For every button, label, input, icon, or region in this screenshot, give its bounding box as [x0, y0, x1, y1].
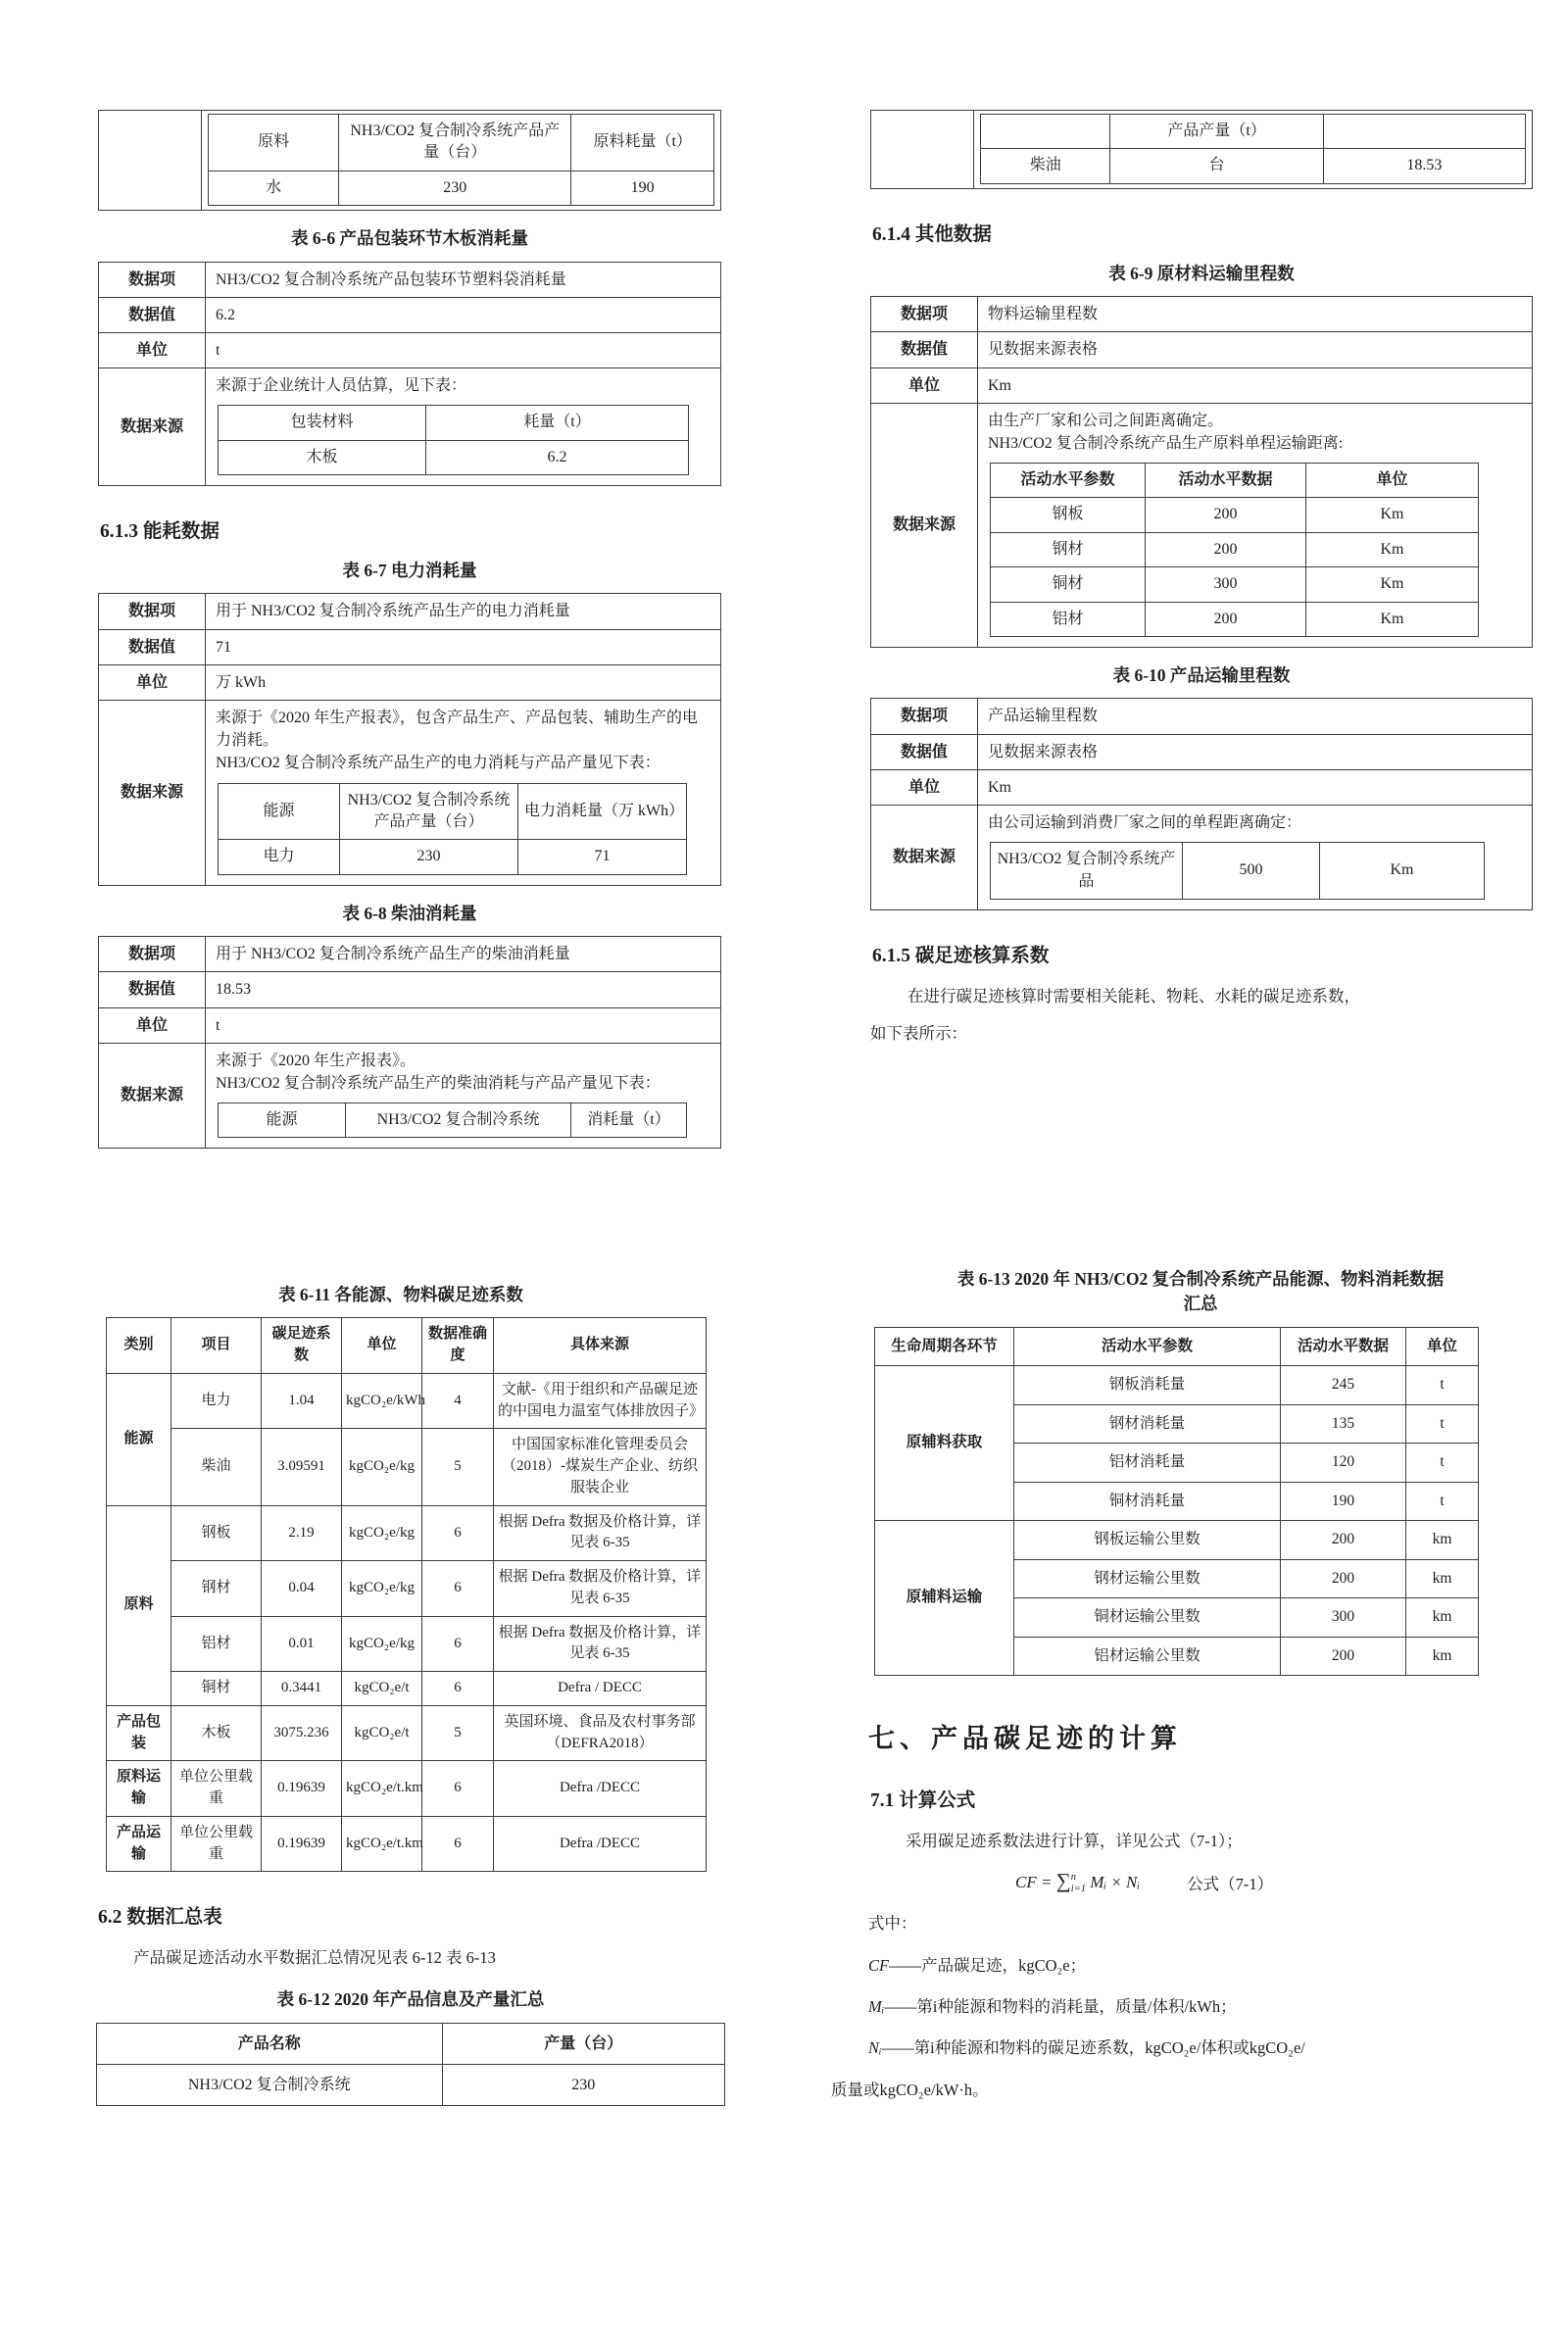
- material-distance-table: [990, 463, 1479, 637]
- table-cell: kgCO₂e/t.km: [342, 1761, 422, 1817]
- header-cell: 产品产量（t）: [1110, 115, 1323, 149]
- table-cell: 单位公里载重: [172, 1761, 262, 1817]
- table-cell: 5: [422, 1429, 494, 1505]
- header-cell: 活动水平数据: [1146, 464, 1306, 498]
- table-cell: 190: [1281, 1482, 1406, 1520]
- table-cell: 柴油: [981, 149, 1110, 183]
- table-cell: 物料运输里程数: [978, 297, 1533, 332]
- table-cell: 柴油: [172, 1429, 262, 1505]
- table-cell: NH3/CO2 复合制冷系统产品: [991, 843, 1183, 900]
- table-cell: kgCO₂e/t: [342, 1705, 422, 1761]
- source-note: 来源于《2020 年生产报表》，包含产品生产、产品包装、辅助生产的电力消耗。: [216, 710, 699, 750]
- table-cell: kgCO₂e/kg: [342, 1429, 422, 1505]
- table-6-7-caption: 表 6-7 电力消耗量: [342, 561, 477, 581]
- table-cell: 根据 Defra 数据及价格计算，详见表 6-35: [494, 1561, 707, 1617]
- table-cell: 6: [422, 1816, 494, 1872]
- table-cell: NH3/CO2 复合制冷系统产品包装环节塑料袋消耗量: [206, 262, 721, 297]
- electricity-consumption-table: [218, 783, 687, 875]
- table-6-10-caption: 表 6-10 产品运输里程数: [1112, 665, 1291, 686]
- table-cell: 0.19639: [262, 1816, 342, 1872]
- table-cell: 230: [442, 2064, 724, 2105]
- definition-term: Mᵢ: [868, 1996, 885, 2016]
- table-cell: 木板: [172, 1705, 262, 1761]
- table-cell: 铝材: [172, 1616, 262, 1672]
- table-cell: 根据 Defra 数据及价格计算，详见表 6-35: [494, 1616, 707, 1672]
- table-cell: km: [1406, 1559, 1479, 1597]
- table-cell: 4: [422, 1373, 494, 1429]
- table-cell: 6.2: [426, 440, 689, 474]
- definition-text: ——产品碳足迹，kgCO₂e；: [889, 1955, 1087, 1975]
- table-6-10: [870, 698, 1533, 910]
- table-cell: km: [1406, 1598, 1479, 1637]
- table-6-8: [98, 936, 721, 1149]
- section-6-2: 6.2 数据汇总表: [98, 1907, 222, 1929]
- label-cell: 数据值: [871, 734, 978, 769]
- paragraph: 如下表所示：: [870, 1024, 967, 1043]
- label-cell: 单位: [99, 332, 206, 368]
- label-cell: 单位: [99, 664, 206, 700]
- table-cell: t: [1406, 1404, 1479, 1443]
- diesel-consumption-table: [218, 1102, 687, 1138]
- table-cell: Defra / DECC: [494, 1672, 707, 1706]
- table-cell: kgCO₂e/t.km: [342, 1816, 422, 1872]
- definition-text: ——第i种能源和物料的碳足迹系数，kgCO₂e/体积或kgCO₂e/: [881, 2038, 1305, 2058]
- table-cell: 200: [1281, 1637, 1406, 1675]
- header-cell: 能源: [219, 1103, 346, 1138]
- sigma-upper-limit: n: [1070, 1872, 1076, 1884]
- packaging-material-table: [218, 405, 689, 475]
- table-cell: 135: [1281, 1404, 1406, 1443]
- formula-cf: CF: [1015, 1873, 1037, 1892]
- table-cell: 200: [1281, 1559, 1406, 1597]
- table-cell: 根据 Defra 数据及价格计算，详见表 6-35: [494, 1505, 707, 1561]
- label-cell: 数据项: [99, 262, 206, 297]
- header-cell: 原料耗量（t）: [571, 115, 714, 172]
- label-cell: 数据值: [99, 972, 206, 1007]
- group-cell: 能源: [107, 1373, 172, 1505]
- table-cell: 铜材消耗量: [1014, 1482, 1281, 1520]
- section-7-1: 7.1 计算公式: [870, 1789, 976, 1811]
- page-bottom-right: [831, 1267, 1533, 2119]
- table-cell: 电力: [172, 1373, 262, 1429]
- paragraph: 产品碳足迹活动水平数据汇总情况见表 6-12 表 6-13: [133, 1948, 496, 1968]
- source-note: NH3/CO2 复合制冷系统产品生产原料单程运输距离:: [988, 434, 1344, 452]
- label-cell: 数据值: [99, 297, 206, 332]
- table-cell: 230: [339, 171, 571, 205]
- table-6-11-caption: 表 6-11 各能源、物料碳足迹系数: [278, 1285, 523, 1304]
- product-distance-table: [990, 842, 1485, 900]
- table-cell: Km: [1306, 567, 1479, 602]
- table-cell: [206, 701, 721, 886]
- page-bottom-left: [96, 1267, 725, 2106]
- page-top-right: [870, 110, 1533, 1057]
- section-6-1-3: 6.1.3 能耗数据: [100, 521, 220, 543]
- source-note: NH3/CO2 复合制冷系统产品生产的电力消耗与产品产量见下表：: [216, 755, 661, 772]
- table-cell: [871, 111, 974, 188]
- table-cell: [978, 805, 1533, 909]
- diesel-output-table: [980, 114, 1526, 184]
- paragraph: 采用碳足迹系数法进行计算，详见公式（7-1）；: [906, 1831, 1243, 1850]
- table-cell: 0.01: [262, 1616, 342, 1672]
- section-7-heading: 七、产品碳足迹的计算: [868, 1723, 1182, 1753]
- header-cell: 活动水平参数: [1014, 1327, 1281, 1365]
- table-cell: Km: [1320, 843, 1485, 900]
- header-cell: 生命周期各环节: [875, 1327, 1014, 1365]
- table-6-7: [98, 593, 721, 885]
- table-cell: Km: [1306, 602, 1479, 636]
- table-cell: 电力: [219, 840, 340, 874]
- table-cell: 200: [1146, 602, 1306, 636]
- table-cell: 中国国家标准化管理委员会（2018）-煤炭生产企业、纺织服装企业: [494, 1429, 707, 1505]
- group-cell: 原料运输: [107, 1761, 172, 1817]
- header-cell: 单位: [342, 1318, 422, 1374]
- table-cell: km: [1406, 1637, 1479, 1675]
- definition-intro: 式中：: [868, 1914, 917, 1934]
- header-cell: 消耗量（t）: [571, 1103, 687, 1138]
- table-cell: 台: [1110, 149, 1323, 183]
- table-cell: 18.53: [206, 972, 721, 1007]
- header-cell: 数据准确度: [422, 1318, 494, 1374]
- definition-line: [868, 1994, 1533, 2020]
- table-cell: NH3/CO2 复合制冷系统: [97, 2064, 443, 2105]
- table-cell: 200: [1146, 532, 1306, 566]
- table-cell: kgCO₂e/t: [342, 1672, 422, 1706]
- table-cell: 500: [1183, 843, 1320, 900]
- table-cell: t: [206, 332, 721, 368]
- table-cell: 用于 NH3/CO2 复合制冷系统产品生产的电力消耗量: [206, 594, 721, 629]
- table-cell: 6: [422, 1616, 494, 1672]
- group-cell: 产品包装: [107, 1705, 172, 1761]
- table-cell: 0.3441: [262, 1672, 342, 1706]
- table-cell: 200: [1281, 1521, 1406, 1559]
- raw-material-water-table: [208, 114, 714, 206]
- definition-wrap-line: 质量或kgCO₂e/kW·h。: [831, 2080, 989, 2099]
- header-cell: 碳足迹系数: [262, 1318, 342, 1374]
- table-cell: Km: [1306, 498, 1479, 532]
- table-cell: 钢材运输公里数: [1014, 1559, 1281, 1597]
- table-cell: 18.53: [1323, 149, 1525, 183]
- label-cell: 数据项: [871, 699, 978, 734]
- table-cell: 单位公里载重: [172, 1816, 262, 1872]
- table-cell: 铜材: [991, 567, 1146, 602]
- label-cell: 数据来源: [99, 1043, 206, 1149]
- source-note: 由公司运输到消费厂家之间的单程距离确定：: [988, 813, 1302, 831]
- source-note: NH3/CO2 复合制冷系统产品生产的柴油消耗与产品产量见下表：: [216, 1074, 661, 1092]
- label-cell: 数据项: [99, 937, 206, 972]
- header-cell: 具体来源: [494, 1318, 707, 1374]
- table-cell: 钢材: [991, 532, 1146, 566]
- table-6-5-continuation: [98, 110, 721, 211]
- table-cell: [99, 111, 202, 210]
- header-cell: 单位: [1406, 1327, 1479, 1365]
- header-cell: NH3/CO2 复合制冷系统: [346, 1103, 571, 1138]
- table-cell: 2.19: [262, 1505, 342, 1561]
- label-cell: 单位: [871, 769, 978, 805]
- table-cell: 190: [571, 171, 714, 205]
- table-cell: kgCO₂e/kg: [342, 1616, 422, 1672]
- source-note: 来源于《2020 年生产报表》。: [216, 1052, 416, 1069]
- table-cell: 钢材消耗量: [1014, 1404, 1281, 1443]
- table-cell: 6: [422, 1505, 494, 1561]
- table-6-8-continuation: [870, 110, 1533, 189]
- table-cell: kgCO₂e/kWh: [342, 1373, 422, 1429]
- table-cell: 英国环境、食品及农村事务部（DEFRA2018）: [494, 1705, 707, 1761]
- table-cell: 钢材: [172, 1561, 262, 1617]
- header-cell: 产量（台）: [442, 2023, 724, 2064]
- table-cell: 5: [422, 1705, 494, 1761]
- table-cell: Km: [1306, 532, 1479, 566]
- header-cell: 活动水平数据: [1281, 1327, 1406, 1365]
- table-6-13: [874, 1327, 1479, 1676]
- header-cell: 项目: [172, 1318, 262, 1374]
- table-cell: 产品运输里程数: [978, 699, 1533, 734]
- table-cell: [202, 111, 720, 210]
- group-cell: 原辅料运输: [875, 1521, 1014, 1676]
- table-cell: 铝材消耗量: [1014, 1444, 1281, 1482]
- table-cell: 铝材运输公里数: [1014, 1637, 1281, 1675]
- caption-line: 表 6-13 2020 年 NH3/CO2 复合制冷系统产品能源、物料消耗数据: [956, 1269, 1445, 1289]
- table-cell: [206, 368, 721, 486]
- caption-line: 汇总: [1183, 1294, 1218, 1314]
- formula-expression: [1015, 1869, 1140, 1895]
- header-cell: 单位: [1306, 464, 1479, 498]
- table-cell: 见数据来源表格: [978, 332, 1533, 368]
- label-cell: 数据来源: [871, 403, 978, 647]
- table-cell: 钢板: [991, 498, 1146, 532]
- paragraph: 在进行碳足迹核算时需要相关能耗、物耗、水耗的碳足迹系数，: [907, 986, 1360, 1005]
- table-cell: Defra /DECC: [494, 1761, 707, 1817]
- table-6-9-caption: 表 6-9 原材料运输里程数: [1108, 263, 1295, 283]
- table-cell: 6: [422, 1672, 494, 1706]
- table-cell: 71: [518, 840, 687, 874]
- header-cell: 耗量（t）: [426, 406, 689, 440]
- table-cell: 铝材: [991, 602, 1146, 636]
- page-top-left: [98, 110, 721, 1149]
- formula-7-1: [1015, 1869, 1533, 1895]
- table-cell: t: [1406, 1482, 1479, 1520]
- header-cell: 能源: [219, 783, 340, 840]
- table-cell: 钢板消耗量: [1014, 1366, 1281, 1404]
- formula-equals: =: [1040, 1873, 1053, 1892]
- table-cell: t: [1406, 1444, 1479, 1482]
- table-cell: Km: [978, 769, 1533, 805]
- group-cell: 产品运输: [107, 1816, 172, 1872]
- label-cell: 数据来源: [99, 701, 206, 886]
- sigma-lower-limit: i=1: [1070, 1884, 1086, 1895]
- header-cell: 电力消耗量（万 kWh）: [518, 783, 687, 840]
- header-cell: 活动水平参数: [991, 464, 1146, 498]
- table-cell: Km: [978, 368, 1533, 403]
- table-6-12-caption: 表 6-12 2020 年产品信息及产量汇总: [276, 1989, 545, 2010]
- table-cell: 0.19639: [262, 1761, 342, 1817]
- table-cell: 0.04: [262, 1561, 342, 1617]
- header-cell: 包装材料: [219, 406, 426, 440]
- table-cell: [206, 1043, 721, 1149]
- sigma-symbol: ∑: [1055, 1869, 1071, 1893]
- formula-definitions: [831, 1911, 1533, 2103]
- header-cell: 原料: [209, 115, 339, 172]
- header-cell: 产品名称: [97, 2023, 443, 2064]
- table-cell: 3075.236: [262, 1705, 342, 1761]
- label-cell: 数据项: [871, 297, 978, 332]
- table-cell: [1323, 115, 1525, 149]
- table-cell: 6.2: [206, 297, 721, 332]
- table-6-6: [98, 262, 721, 487]
- table-cell: t: [206, 1007, 721, 1043]
- table-cell: 铜材运输公里数: [1014, 1598, 1281, 1637]
- table-cell: kgCO₂e/kg: [342, 1561, 422, 1617]
- table-cell: 300: [1281, 1598, 1406, 1637]
- table-cell: 3.09591: [262, 1429, 342, 1505]
- formula-terms: Mᵢ × Nᵢ: [1090, 1873, 1141, 1892]
- definition-text: ——第i种能源和物料的消耗量，质量/体积/kWh；: [884, 1996, 1237, 2016]
- table-cell: 铜材: [172, 1672, 262, 1706]
- table-cell: kgCO₂e/kg: [342, 1505, 422, 1561]
- label-cell: 数据值: [871, 332, 978, 368]
- table-cell: 文献-《用于组织和产品碳足迹的中国电力温室气体排放因子》: [494, 1373, 707, 1429]
- header-cell: NH3/CO2 复合制冷系统产品产量（台）: [339, 115, 571, 172]
- definition-line: [868, 1953, 1533, 1979]
- table-cell: 300: [1146, 567, 1306, 602]
- label-cell: 单位: [871, 368, 978, 403]
- table-6-13-caption: [868, 1267, 1533, 1317]
- label-cell: 数据来源: [99, 368, 206, 486]
- table-cell: 木板: [219, 440, 426, 474]
- table-cell: 6: [422, 1561, 494, 1617]
- table-cell: t: [1406, 1366, 1479, 1404]
- table-cell: [974, 111, 1532, 188]
- source-note: 由生产厂家和公司之间距离确定。: [988, 412, 1224, 429]
- definition-term: Nᵢ: [868, 2038, 882, 2058]
- label-cell: 数据来源: [871, 805, 978, 909]
- table-cell: 1.04: [262, 1373, 342, 1429]
- table-6-12: [96, 2023, 725, 2106]
- table-cell: 120: [1281, 1444, 1406, 1482]
- table-cell: 用于 NH3/CO2 复合制冷系统产品生产的柴油消耗量: [206, 937, 721, 972]
- table-cell: 71: [206, 629, 721, 664]
- table-cell: Defra /DECC: [494, 1816, 707, 1872]
- table-cell: 230: [340, 840, 518, 874]
- table-cell: 钢板: [172, 1505, 262, 1561]
- table-cell: [981, 115, 1110, 149]
- source-note: 来源于企业统计人员估算，见下表：: [216, 377, 467, 395]
- definition-term: CF: [868, 1955, 890, 1975]
- group-cell: 原辅料获取: [875, 1366, 1014, 1521]
- table-cell: 水: [209, 171, 339, 205]
- table-cell: [978, 403, 1533, 647]
- table-6-6-caption: 表 6-6 产品包装环节木板消耗量: [290, 228, 529, 249]
- header-cell: NH3/CO2 复合制冷系统产品产量（台）: [340, 783, 518, 840]
- header-cell: 类别: [107, 1318, 172, 1374]
- table-cell: 钢板运输公里数: [1014, 1521, 1281, 1559]
- table-cell: km: [1406, 1521, 1479, 1559]
- formula-number: 公式（7-1）: [1187, 1874, 1274, 1893]
- table-6-11: [106, 1317, 707, 1872]
- label-cell: 单位: [99, 1007, 206, 1043]
- table-cell: 245: [1281, 1366, 1406, 1404]
- definition-line: [868, 2035, 1533, 2061]
- table-6-8-caption: 表 6-8 柴油消耗量: [342, 903, 477, 923]
- label-cell: 数据值: [99, 629, 206, 664]
- table-cell: 6: [422, 1761, 494, 1817]
- section-6-1-4: 6.1.4 其他数据: [872, 223, 992, 245]
- label-cell: 数据项: [99, 594, 206, 629]
- table-6-9: [870, 296, 1533, 648]
- section-6-1-5: 6.1.5 碳足迹核算系数: [872, 945, 1050, 966]
- table-cell: 万 kWh: [206, 664, 721, 700]
- table-cell: 200: [1146, 498, 1306, 532]
- table-cell: 见数据来源表格: [978, 734, 1533, 769]
- group-cell: 原料: [107, 1505, 172, 1705]
